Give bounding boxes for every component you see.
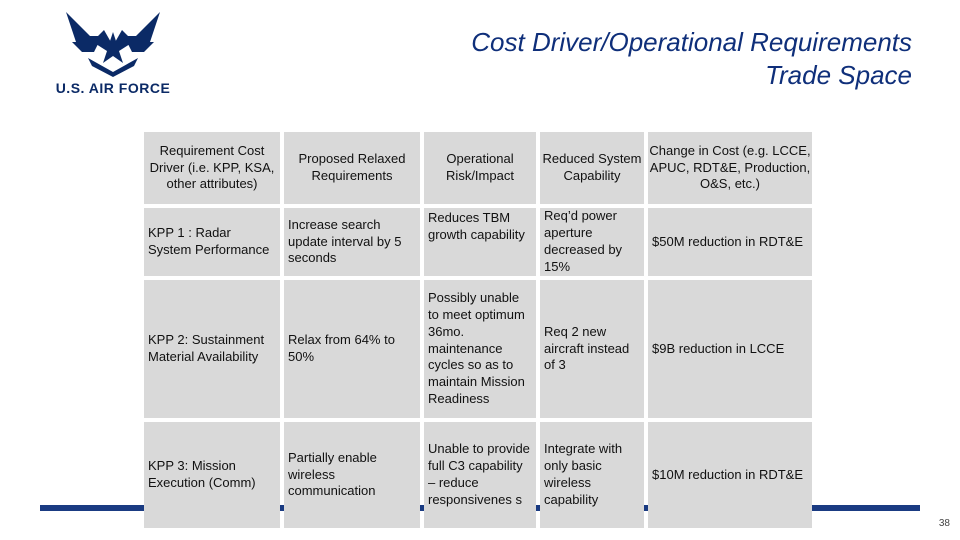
logo-text: U.S. AIR FORCE (55, 80, 171, 96)
slide-title-line1: Cost Driver/Operational Requirements (471, 27, 912, 57)
table-cell: Reduces TBM growth capability (424, 208, 536, 276)
table-header-cell: Proposed Relaxed Requirements (284, 132, 420, 204)
slide-title-line2: Trade Space (765, 60, 912, 90)
table-cell: $10M reduction in RDT&E (648, 422, 812, 528)
air-force-wings-icon (38, 6, 188, 78)
table-header-cell: Operational Risk/Impact (424, 132, 536, 204)
table-cell: Req 2 new aircraft instead of 3 (540, 280, 644, 418)
trade-space-table (144, 132, 812, 528)
table-cell: KPP 1 : Radar System Performance (144, 208, 280, 276)
table-header-cell: Change in Cost (e.g. LCCE, APUC, RDT&E, Production, O&S, etc.) (648, 132, 812, 204)
table-cell: Partially enable wireless communication (284, 422, 420, 528)
slide-title (471, 26, 912, 92)
table-header-cell: Reduced System Capability (540, 132, 644, 204)
table-cell: Possibly unable to meet optimum 36mo. maintenance cycles so as to maintain Mission Readiness (424, 280, 536, 418)
slide-number: 38 (938, 518, 950, 529)
table-cell: Integrate with only basic wireless capability (540, 422, 644, 528)
table-cell: $9B reduction in LCCE (648, 280, 812, 418)
table-cell: Req’d power aperture decreased by 15% (540, 208, 644, 276)
table-cell: Increase search update interval by 5 seconds (284, 208, 420, 276)
air-force-logo (38, 6, 188, 96)
table-cell: Relax from 64% to 50% (284, 280, 420, 418)
table-cell: KPP 3: Mission Execution (Comm) (144, 422, 280, 528)
table-header-cell: Requirement Cost Driver (i.e. KPP, KSA, other attributes) (144, 132, 280, 204)
table-cell: KPP 2: Sustainment Material Availability (144, 280, 280, 418)
table-cell: Unable to provide full C3 capability – reduce responsivenes s (424, 422, 536, 528)
table-cell: $50M reduction in RDT&E (648, 208, 812, 276)
